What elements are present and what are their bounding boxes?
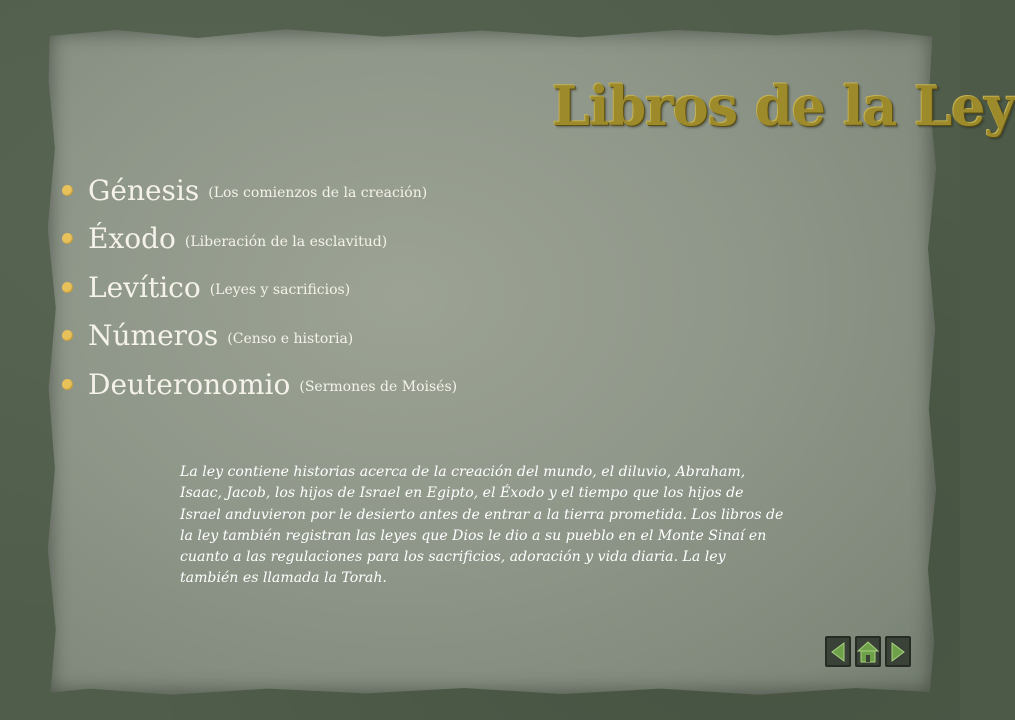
book-description: (Liberación de la esclavitud) bbox=[184, 233, 388, 250]
description-paragraph: La ley contiene historias acerca de la creación del mundo, el diluvio, Abraham, Isaac, Jacob, los hijos de Israel en Egipto, el Éxodo y el tiempo que los hijos de Israel anduvieron por le desierto antes de entrar a la tierra prometida. Los libros de la ley también registran las leyes que Dios le dio a su pueblo en el Monte Sinaí en cuanto a las regulaciones para los sacrificios, adoración y vida diaria. La ley también es llamada la Torah. bbox=[180, 464, 784, 587]
books-list bbox=[62, 166, 622, 409]
page-title: Libros de la Ley bbox=[552, 74, 1015, 138]
book-name: Números bbox=[88, 319, 219, 353]
bullet-icon bbox=[62, 185, 73, 196]
arrow-left-icon bbox=[830, 641, 846, 663]
book-description: (Leyes y sacrificios) bbox=[209, 282, 351, 299]
bullet-icon bbox=[62, 233, 73, 244]
book-name: Levítico bbox=[88, 270, 201, 304]
bullet-icon bbox=[62, 330, 73, 341]
slide-navigation bbox=[825, 636, 911, 667]
list-item bbox=[62, 360, 622, 409]
list-item bbox=[62, 166, 622, 215]
previous-button[interactable] bbox=[825, 636, 851, 667]
list-item bbox=[62, 215, 622, 264]
book-description: (Los comienzos de la creación) bbox=[208, 185, 428, 202]
bullet-icon bbox=[62, 379, 73, 390]
home-icon bbox=[857, 640, 879, 664]
book-name: Éxodo bbox=[88, 222, 176, 256]
list-item bbox=[62, 263, 622, 312]
book-description: (Censo e historia) bbox=[227, 330, 354, 347]
home-button[interactable] bbox=[855, 636, 881, 667]
book-description: (Sermones de Moisés) bbox=[299, 379, 458, 396]
arrow-right-icon bbox=[890, 641, 906, 663]
next-button[interactable] bbox=[885, 636, 911, 667]
list-item bbox=[62, 312, 622, 361]
book-name: Deuteronomio bbox=[88, 367, 291, 401]
bullet-icon bbox=[62, 282, 73, 293]
book-name: Génesis bbox=[88, 173, 200, 207]
